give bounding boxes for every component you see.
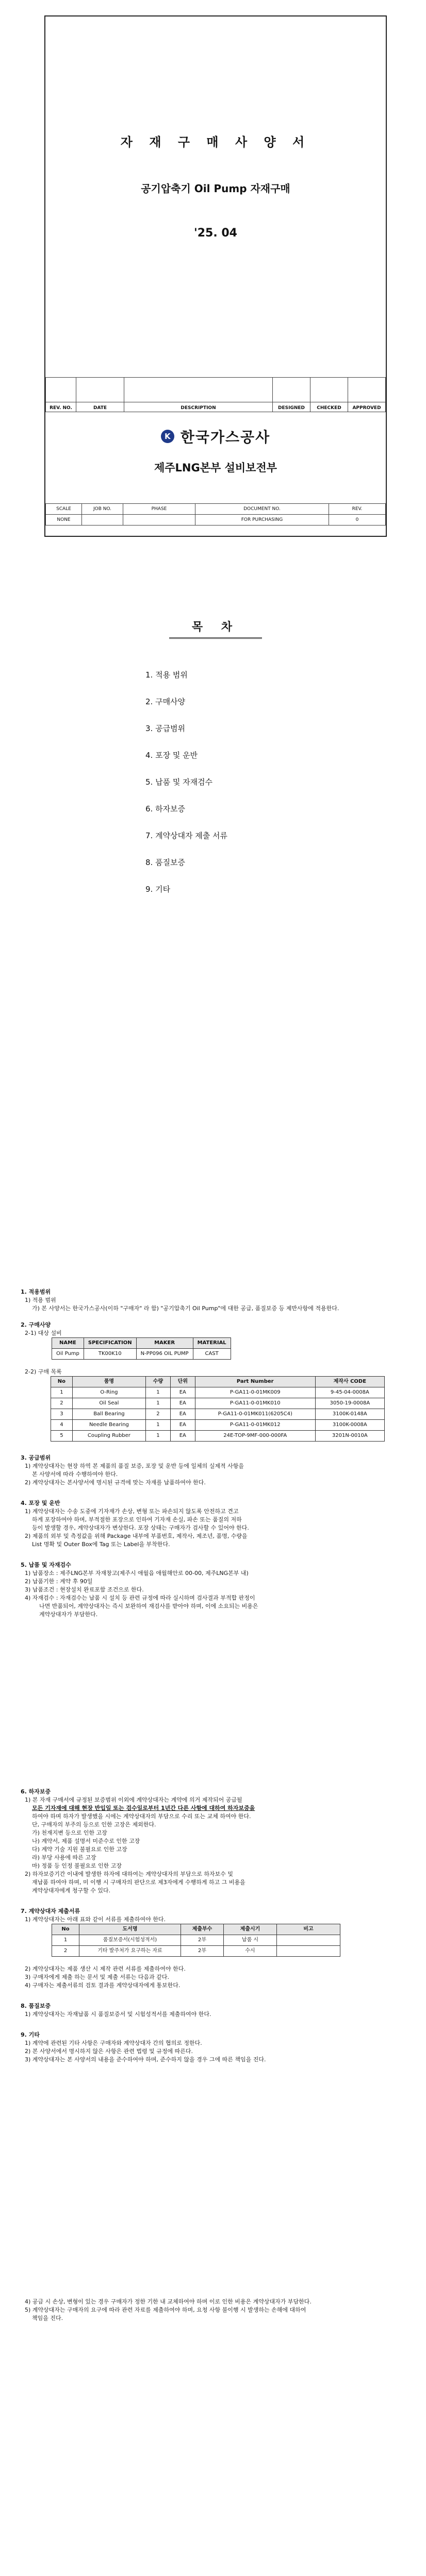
parts-cell: 2 [146, 1409, 171, 1420]
parts-cell: EA [170, 1431, 195, 1442]
paragraph-line: 2) 본 사양서에서 명시하지 않은 사항은 관련 법령 및 규정에 따른다. [25, 2048, 193, 2055]
rev-header: DATE [76, 402, 124, 412]
section-heading: 3. 공급범위 [21, 1454, 51, 1461]
equipment-spec-table [52, 1337, 231, 1360]
table-row [51, 1431, 385, 1442]
toc-item: 1. 적용 범위 [145, 670, 188, 680]
docs-header: 도서명 [79, 1924, 181, 1935]
meta-value [82, 515, 123, 526]
section-heading: 5. 납품 및 자재검수 [21, 1562, 71, 1568]
body-page-1 [21, 1288, 413, 1619]
meta-value: NONE [46, 515, 82, 526]
parts-header: No [51, 1377, 73, 1387]
paragraph-line: 1) 계약상대자는 현장 하역 본 제품의 품질 보증, 포장 및 운반 등에 일체의 실제적 사항을 [25, 1463, 244, 1469]
rev-header: CHECKED [310, 402, 348, 412]
toc-list [44, 670, 387, 911]
section-heading: 4. 포장 및 운반 [21, 1500, 60, 1506]
docs-cell: 품질보증서(시험성적서) [79, 1935, 181, 1946]
paragraph-line: 모든 기자재에 대해 현장 반입일 또는 검수일로부터 1년간 다른 사항에 대하여 하자보증을 [32, 1805, 255, 1811]
meta-value [123, 515, 195, 526]
parts-cell: Ball Bearing [72, 1409, 145, 1420]
meta-header: REV. [329, 504, 386, 515]
spec-header: SPECIFICATION [84, 1338, 136, 1349]
paragraph-line: 등이 발생할 경우, 계약상대자가 변상한다. 포장 상태는 구매자가 검사할 수 있어야 한다. [32, 1524, 249, 1531]
parts-cell: 9-45-04-0008A [315, 1387, 384, 1398]
parts-cell: EA [170, 1409, 195, 1420]
paragraph-line: 나면 반품되어, 계약상대자는 즉시 보완하여 재검사를 받아야 하며, 이에 소요되는 비용은 [39, 1603, 258, 1609]
parts-cell: Oil Seal [72, 1398, 145, 1409]
spec-header: MAKER [136, 1338, 193, 1349]
toc-item: 3. 공급범위 [145, 724, 186, 733]
paragraph-line: 3) 구매자에게 제출 하는 문서 및 제출 서류는 다음과 같다. [25, 1974, 170, 1980]
docs-cell [277, 1935, 340, 1946]
paragraph-line: 계약상대자에게 청구할 수 있다. [32, 1887, 111, 1894]
paragraph-line: 2) 하자보증기간 이내에 발생한 하자에 대하여는 계약상대자의 부담으로 하자보수 및 [25, 1871, 234, 1877]
toc-item: 4. 포장 및 운반 [145, 751, 198, 760]
meta-header: DOCUMENT NO. [195, 504, 329, 515]
spec-cell: CAST [193, 1349, 231, 1360]
meta-header: JOB NO. [82, 504, 123, 515]
paragraph-line: 1) 납품장소 : 제주LNG본부 자재창고(제주시 애월읍 애월해안로 00-00, 제주LNG본부 내) [25, 1570, 249, 1577]
document-date: '25. 04 [194, 227, 237, 240]
parts-cell: 24E-TOP-9MF-000-000FA [195, 1431, 315, 1442]
parts-cell: O-Ring [72, 1387, 145, 1398]
paragraph-line: 마) 정품 등 인정 불필요로 인한 고장 [32, 1862, 122, 1869]
section-heading: 9. 기타 [21, 2031, 40, 2038]
paragraph-line: 다) 계약 기술 지원 불필요로 인한 고장 [32, 1846, 127, 1853]
parts-cell: P-GA11-0-01MK010 [195, 1398, 315, 1409]
toc-item: 5. 납품 및 자재검수 [145, 777, 213, 787]
paragraph-line: 2) 제품의 외부 및 측정값을 위해 Package 내부에 부품번호, 제작사, 제조년, 품명, 수량을 [25, 1533, 248, 1539]
paragraph-line: 4) 구매자는 제출서류의 검토 결과를 계약상대자에게 통보한다. [25, 1982, 181, 1989]
paragraph-line: 3) 납품조건 : 현장설치 완료포함 조건으로 한다. [25, 1586, 144, 1593]
parts-header: 단위 [170, 1377, 195, 1387]
parts-header: 수량 [146, 1377, 171, 1387]
docs-cell: 1 [52, 1935, 79, 1946]
docs-cell: 2부 [181, 1946, 224, 1957]
docs-cell: 납품 시 [224, 1935, 277, 1946]
rev-header: APPROVED [348, 402, 386, 412]
docs-cell: 2 [52, 1946, 79, 1957]
parts-cell: 5 [51, 1431, 73, 1442]
parts-cell: 3100K-0008A [315, 1420, 384, 1431]
section-heading: 2. 구매사양 [21, 1321, 51, 1328]
parts-cell: 3201N-0010A [315, 1431, 384, 1442]
section-heading: 7. 계약상대자 제출서류 [21, 1908, 80, 1914]
paragraph-line: 라) 부당 사용에 따른 고장 [32, 1854, 96, 1861]
rev-header: DESCRIPTION [124, 402, 273, 412]
spec-header: MATERIAL [193, 1338, 231, 1349]
parts-cell: EA [170, 1420, 195, 1431]
parts-cell: 3 [51, 1409, 73, 1420]
paragraph-line: 재납품 하여야 하며, 미 이행 시 구매자의 판단으로 제3자에게 수행하게 하고 그 비용을 [32, 1879, 245, 1886]
docs-cell: 수시 [224, 1946, 277, 1957]
body-page-2 [21, 1788, 413, 2064]
subsection-heading: 2-1) 대상 설비 [25, 1330, 62, 1336]
toc-divider [169, 637, 262, 639]
parts-cell: 1 [51, 1387, 73, 1398]
parts-cell: 1 [146, 1398, 171, 1409]
documents-table [52, 1924, 340, 1957]
section-heading: 6. 하자보증 [21, 1788, 51, 1795]
cover-page [44, 15, 387, 537]
docs-cell: 2부 [181, 1935, 224, 1946]
company-logo-icon: K [161, 430, 174, 443]
table-row [51, 1387, 385, 1398]
paragraph-line: 하여야 하며 하자가 발생했을 시에는 계약상대자의 부담으로 수리 또는 교체 하여야 한다. [32, 1813, 251, 1820]
paragraph: 가) 본 사양서는 한국가스공사(이하 "구매자" 라 함) "공기압축기 Oil Pump"에 대한 공급, 품질보증 등 제반사항에 적용한다. [32, 1305, 339, 1312]
paragraph-line: 단, 구매자의 부주의 등으로 인한 고장은 제외한다. [32, 1821, 156, 1828]
docs-header: No [52, 1924, 79, 1935]
meta-value: FOR PURCHASING [195, 515, 329, 526]
spec-cell: TK00K10 [84, 1349, 136, 1360]
table-row [51, 1409, 385, 1420]
parts-cell: EA [170, 1398, 195, 1409]
subsection-heading: 2-2) 구매 목록 [25, 1368, 62, 1375]
parts-cell: Needle Bearing [72, 1420, 145, 1431]
docs-cell [277, 1946, 340, 1957]
meta-header: SCALE [46, 504, 82, 515]
rev-header: REV. NO. [46, 402, 76, 412]
paragraph-line: 책임을 진다. [32, 2315, 63, 2321]
document-meta-table [45, 503, 386, 526]
document-subtitle: 공기압축기 Oil Pump 자재구매 [141, 182, 290, 195]
paragraph-line: 계약상대자가 부담한다. [39, 1611, 98, 1618]
paragraph-line: 2) 계약상대자는 본사양서에 명시된 규격에 맞는 자재를 납품하여야 한다. [25, 1479, 206, 1486]
paragraph-line: 4) 공급 시 손상, 변형이 있는 경우 구매자가 정한 기한 내 교체하여야 하며 이로 인한 비용은 계약상대자가 부담한다. [25, 2298, 312, 2305]
toc-item: 2. 구매사양 [145, 697, 186, 706]
parts-cell: 3100K-0148A [315, 1409, 384, 1420]
rev-header: DESIGNED [273, 402, 310, 412]
paragraph-line: 가) 천재지변 등으로 인한 고장 [32, 1829, 107, 1836]
docs-header: 비고 [277, 1924, 340, 1935]
paragraph-line: 5) 계약상대자는 구매자의 요구에 따라 관련 자료를 제출하여야 하며, 요청 사항 불이행 시 발생하는 손해에 대하여 [25, 2307, 306, 2313]
table-row [51, 1420, 385, 1431]
spec-cell: Oil Pump [52, 1349, 84, 1360]
paragraph-line: 나) 계약서, 제품 설명서 미준수로 인한 고장 [32, 1838, 140, 1844]
paragraph-line: 1) 계약에 관련된 기타 사항은 구매자와 계약상대자 간의 협의로 정한다. [25, 2040, 202, 2046]
docs-header: 제출부수 [181, 1924, 224, 1935]
parts-cell: P-GA11-0-01MK012 [195, 1420, 315, 1431]
paragraph-line: 1) 계약상대자는 수송 도중에 기자재가 손상, 변형 또는 파손되지 않도록 안전하고 견고 [25, 1508, 239, 1515]
parts-cell: 1 [146, 1387, 171, 1398]
parts-cell: 1 [146, 1431, 171, 1442]
parts-cell: Coupling Rubber [72, 1431, 145, 1442]
parts-cell: 2 [51, 1398, 73, 1409]
spec-header: NAME [52, 1338, 84, 1349]
paragraph-line: 2) 납품기한 : 계약 후 90일 [25, 1578, 93, 1585]
paragraph-line: 3) 계약상대자는 본 사양서의 내용을 준수하여야 하며, 준수하지 않을 경우 그에 따른 책임을 진다. [25, 2056, 266, 2063]
table-row [52, 1946, 340, 1957]
paragraph-line: 4) 자재검수 : 자재검수는 납품 시 설치 등 관련 규정에 따라 실시하며 검사결과 부적합 판정이 [25, 1595, 255, 1601]
docs-cell: 기타 발주처가 요구하는 자료 [79, 1946, 181, 1957]
meta-value: 0 [329, 515, 386, 526]
section-heading: 8. 품질보증 [21, 2003, 51, 2009]
paragraph-line: 2) 계약상대자는 제품 생산 시 제작 관련 서류를 제출하여야 한다. [25, 1965, 186, 1972]
section-heading: 1. 적용범위 [21, 1289, 51, 1295]
toc-item: 6. 하자보증 [145, 804, 186, 814]
parts-cell: P-GA11-0-01MK011(6205C4) [195, 1409, 315, 1420]
paragraph-line: 본 사양서에 따라 수행하여야 한다. [32, 1471, 118, 1478]
company-logo [45, 423, 386, 449]
docs-header: 제출시기 [224, 1924, 277, 1935]
parts-cell: 3050-19-0008A [315, 1398, 384, 1409]
parts-cell: P-GA11-0-01MK009 [195, 1387, 315, 1398]
toc-title: 목 차 [191, 621, 240, 634]
revision-table [45, 377, 386, 412]
paragraph-line: 1) 본 자재 구매서에 규정된 보증범위 이외에 계약상대자는 계약에 의거 제작되어 공급될 [25, 1797, 242, 1803]
spec-cell: N-PP096 OIL PUMP [136, 1349, 193, 1360]
parts-cell: 1 [146, 1420, 171, 1431]
paragraph-line: 1) 계약상대자는 아래 표와 같이 서류를 제출하여야 한다. [25, 1916, 166, 1923]
document-title: 자 재 구 매 사 양 서 [120, 135, 311, 149]
meta-header: PHASE [123, 504, 195, 515]
paragraph-line: 하게 포장하여야 하며, 부적절한 포장으로 인하여 기자재 손실, 파손 또는 품질의 저하 [32, 1516, 242, 1523]
toc-item: 9. 기타 [145, 885, 171, 894]
parts-header: 품명 [72, 1377, 145, 1387]
subsection-heading: 1) 적용 범위 [25, 1297, 56, 1303]
parts-list-table [51, 1376, 385, 1442]
parts-cell: 4 [51, 1420, 73, 1431]
company-name: 한국가스공사 [180, 429, 271, 446]
body-page-3 [21, 2298, 413, 2323]
paragraph-line: List 명확 및 Outer Box에 Tag 또는 Label을 부착한다. [32, 1541, 170, 1548]
parts-cell: EA [170, 1387, 195, 1398]
table-row [52, 1935, 340, 1946]
table-row [51, 1398, 385, 1409]
toc-item: 7. 계약상대자 제출 서류 [145, 831, 228, 840]
paragraph-line: 1) 계약상대자는 자재납품 시 품질보증서 및 시험성적서를 제출하여야 한다. [25, 2011, 211, 2018]
parts-header: Part Number [195, 1377, 315, 1387]
table-of-contents [44, 618, 387, 911]
toc-item: 8. 품질보증 [145, 858, 186, 867]
parts-header: 제작사 CODE [315, 1377, 384, 1387]
department-name: 제주LNG본부 설비보전부 [154, 462, 277, 474]
